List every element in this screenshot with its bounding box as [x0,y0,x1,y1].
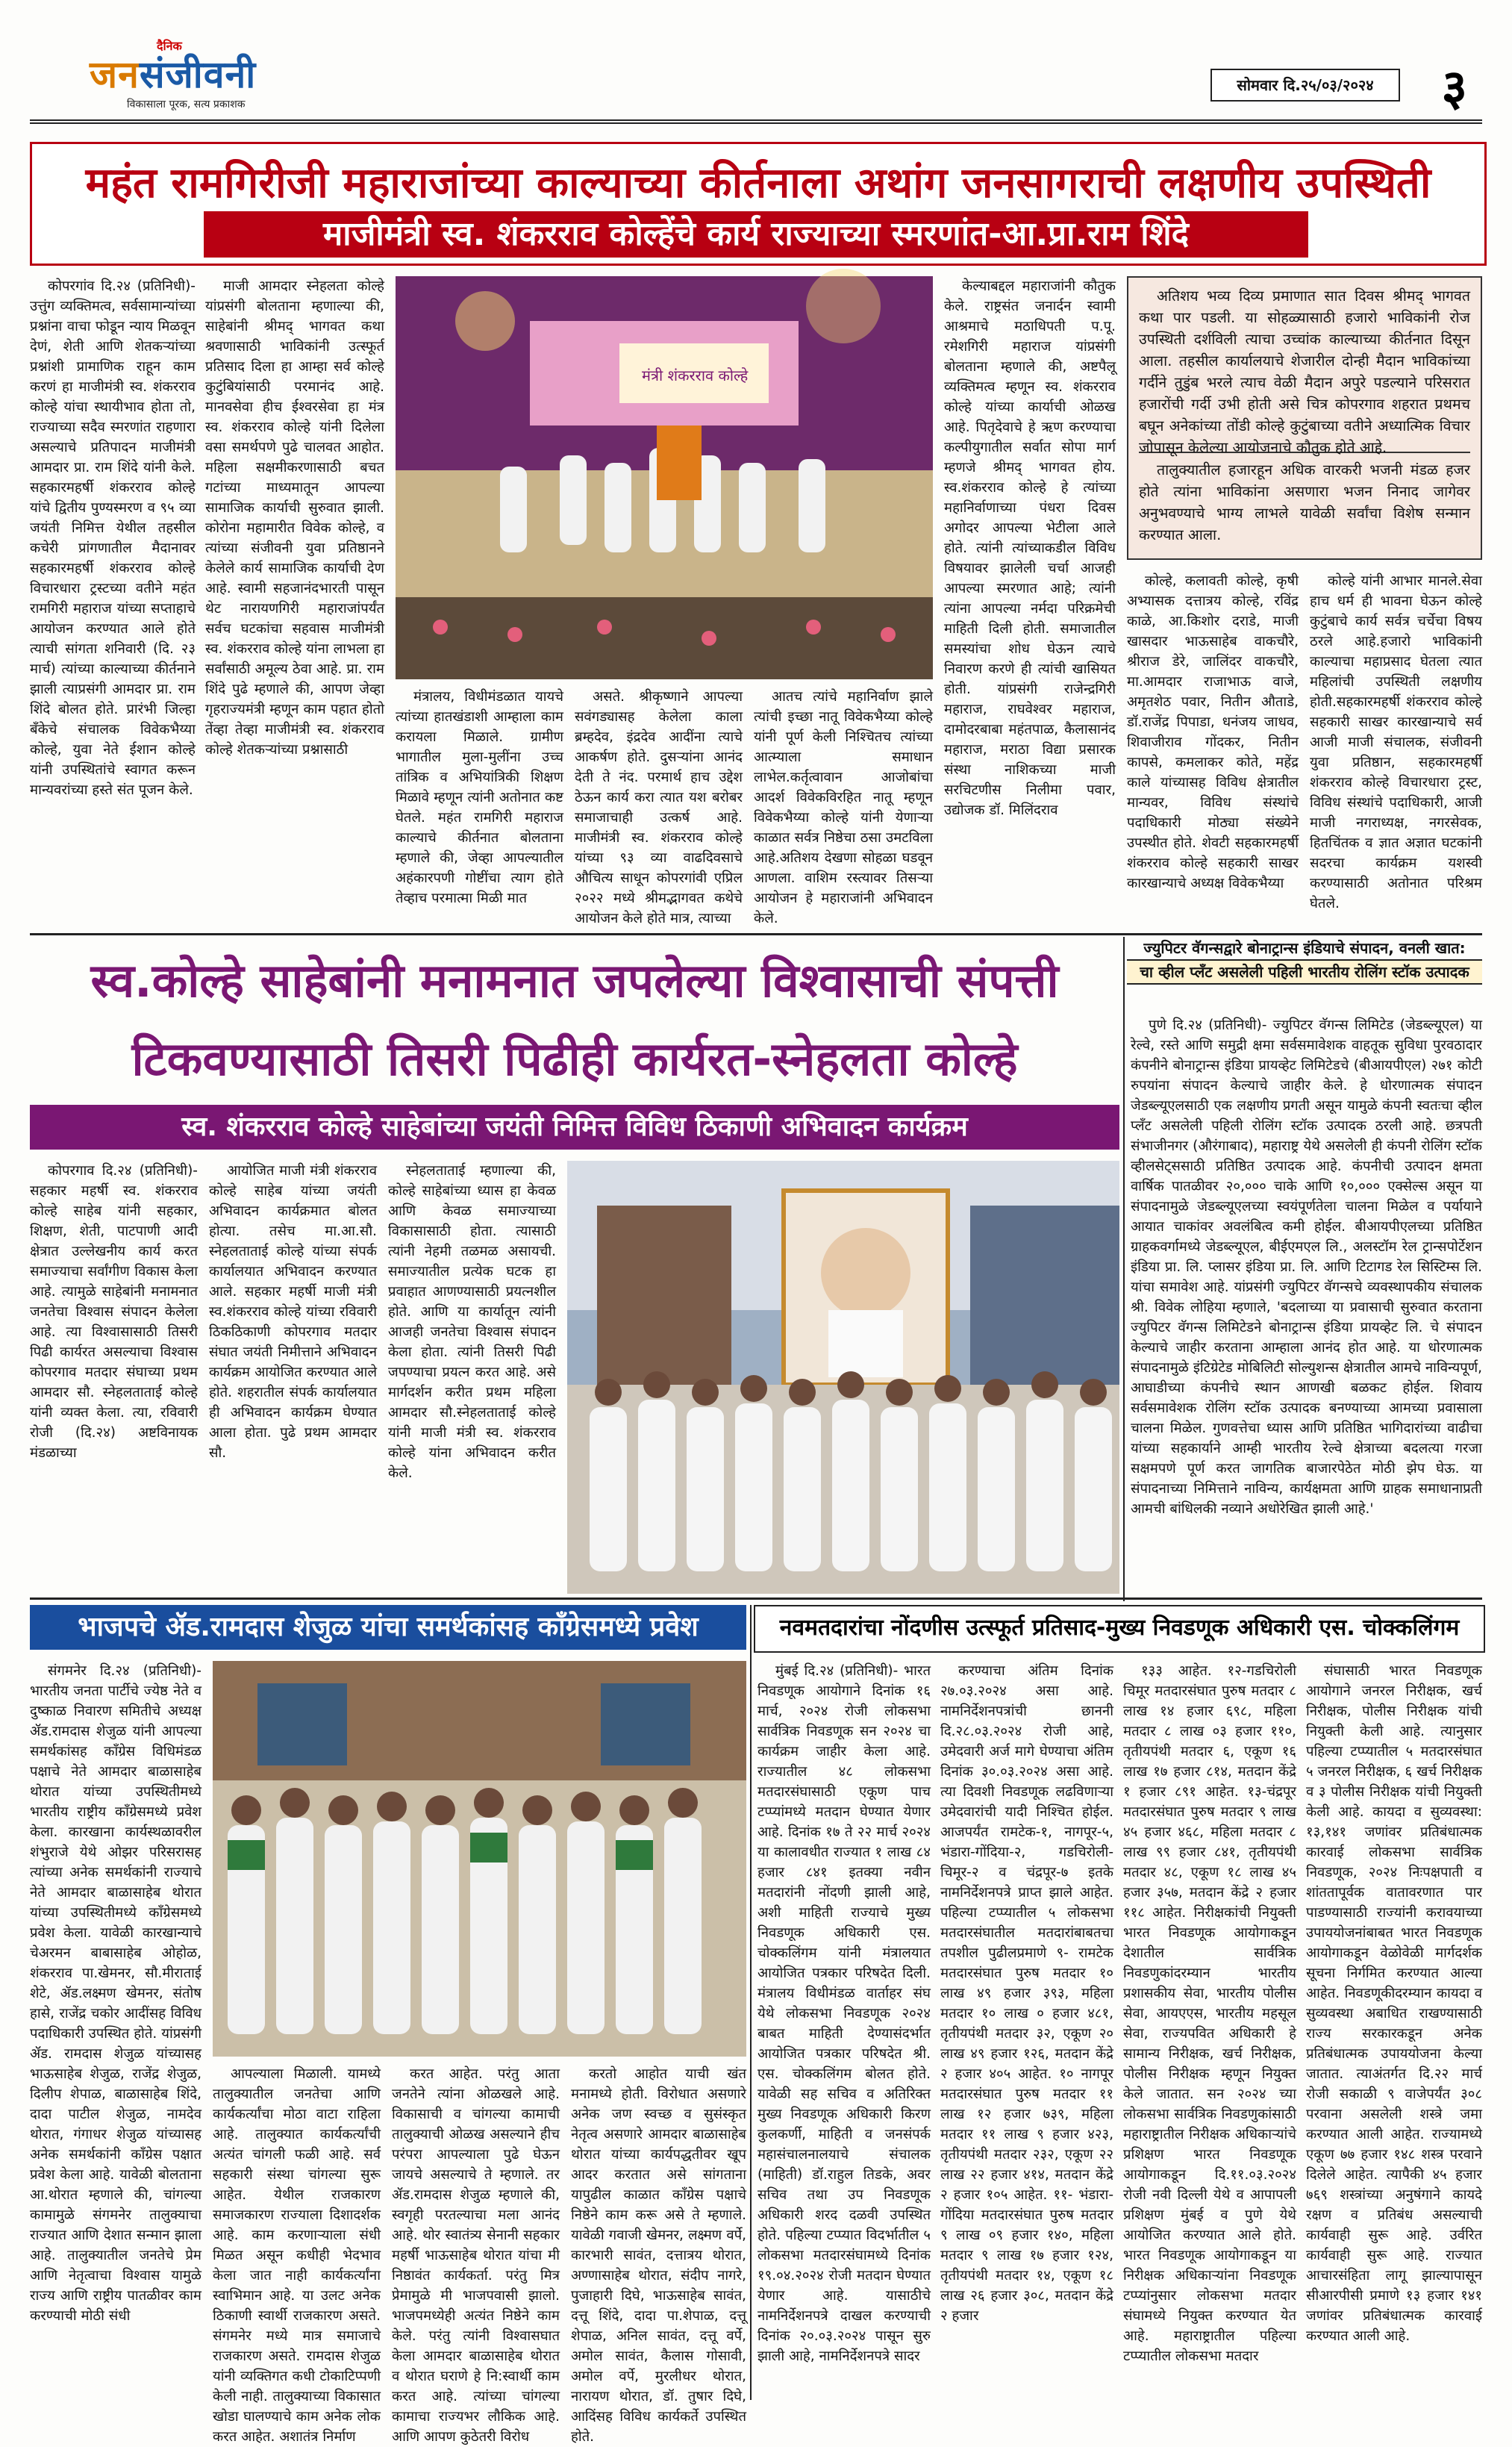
story4-column-3 [1123,1661,1296,2400]
story1-headline: महंत रामगिरीजी महाराजांच्या काल्याच्या कीर्तनाला अथांग जनसागराची लक्षणीय उपस्थिती [85,159,1431,208]
story3-column-1 [30,1661,202,2400]
story3-col3-text: करत आहेत. परंतु आता जनतेने त्यांना ओळखले आहे. विकासाची व चांगल्या कामाची तालुक्याची ओळख असल्याने हीच परंपरा आपल्याला पुढे घेऊन जायचे असल्याचे ते म्हणाले. तर ॲड.रामदास शेजुळ म्हणाले की, स्वगृही परतल्याचा मला आनंद आहे. थोर स्वातंत्र्य सेनानी सहकार महर्षी भाऊसाहेब थोरात यांचा मी निष्ठावंत कार्यकर्ता. परंतु मित्र प्रेमामुळे मी भाजपवासी झालो. भाजपमध्येही अत्यंत निष्ठेने काम केले. परंतु त्यांनी विश्वासघात केला आमदार बाळासाहेब थोरात व थोरात घराणे हे नि:स्वार्थी काम करत आहे. त्यांच्या चांगल्या कामाचा राज्यभर लौकिक आहे. आणि आपण कुठेतरी विरोध [392,2066,560,2445]
story2-headline-line2: टिकवण्यासाठी तिसरी पिढीही कार्यरत-स्नेहलता कोल्हे [131,1032,1018,1086]
logo-daily-label: दैनिक [157,39,182,53]
story1-highlight-box [1127,276,1482,560]
section-divider-1 [30,933,1482,935]
jupiter-wagons-headline [1127,937,1482,1011]
story3-column-2 [213,2064,381,2445]
highlight-text-1 [1139,285,1470,456]
story1-column-3 [396,687,563,926]
masthead [30,30,1482,124]
kirtan-stage-photo-art [396,276,933,679]
story2-column-1 [30,1161,198,1594]
story1-subheadline: माजीमंत्री स्व. शंकरराव कोल्हेंचे कार्य राज्याच्या स्मरणांत-आ.प्रा.राम शिंदे [204,211,1308,258]
jupiter-wagons-article [1131,1015,1482,1594]
story4-column-4 [1306,1661,1482,2400]
story1-headline-box [30,142,1487,266]
tribute-event-photo-art [567,1161,1119,1594]
logo-part1: जन [90,53,140,96]
story1-col6-text: केल्याबद्दल महाराजांनी कौतुक केले. राष्ट्रसंत जनार्दन स्वामी आश्रमाचे मठाधिपती प.पू. रमेशगिरी महाराज यांप्रसंगी बोलताना म्हणाले की, अष्टपैलू व्यक्तिमत्व म्हणून स्व. शंकरराव कोल्हे यांच्या कार्याची ओळख आहे. पितृदेवाचे हे ऋण करण्याचा कल्पीयुगातील सर्वात सोपा मार्ग म्हणजे श्रीमद् भागवत होय. स्व.शंकरराव कोल्हे हे त्यांच्या महानिर्वाणाच्या पंधरा दिवस अगोदर आपल्या भेटीला आले होते. त्यांनी त्यांच्याकडील विविध विषयावर झालेली चर्चा आजही आपल्या स्मरणात आहे; त्यांनी त्यांना आपल्या नर्मदा परिक्रमेची माहिती दिली होती. समाजातील समस्यांचा शोध घेऊन त्याचे निवारण करणे ही त्यांची खासियत होती. यांप्रसंगी राजेन्द्रगिरी महाराज, राघवेश्वर महाराज, दामोदरबाबा महंतपाळ, कैलासानंद महाराज, मराठा विद्या प्रसारक संस्था नाशिकच्या माजी सरचिटणीस निलीमा पवार, उद्योजक डॉ. मिलिंदराव [944,278,1116,818]
story3-column-3 [392,2064,560,2445]
story3-col4-text: करतो आहोत याची खंत मनामध्ये होती. विरोधात असणारे अनेक जण स्वच्छ व सुसंस्कृत नेतृत्व असणारे आमदार बाळासाहेब थोरात यांच्या कार्यपद्धतीवर खूप आदर करतात असे सांगताना यापुढील काळात काँग्रेस पक्षाचे निष्ठेने काम करू असे ते म्हणाले. यावेळी गवाजी खेमनर, लक्ष्मण वर्पे, कारभारी सावंत, दत्तात्रय थोरात, अण्णासाहेब थोरात, संदीप नागरे, पुजाहारी दिघे, भाऊसाहेब सावंत, दत्तू शिंदे, दादा पा.शेपाळ, दत्तू शेपाळ, अनिल सावंत, दत्तू वर्पे, अमोल सावंत, कैलास गोसावी, अमोल वर्पे, मुरलीधर थोरात, नारायण थोरात, डॉ. तुषार दिघे, आदिंसह विविध कार्यकर्ते उपस्थित होते. [571,2066,746,2445]
jupiter-headline-line1: ज्युपिटर वॅगन्सद्वारे बोनाट्रान्स इंडियाचे संपादन, वनली खात: [1143,939,1466,957]
story2-subheadline: स्व. शंकरराव कोल्हे साहेबांच्या जयंती निमित्त विविध ठिकाणी अभिवादन कार्यक्रम [30,1105,1119,1150]
story1-col8-text: कोल्हे यांनी आभार मानले.सेवा हाच धर्म ही भावना घेऊन कोल्हे कुटुंबाचे कार्य सर्वत्र चर्चेचा विषय ठरले आहे.हजारो भाविकांनी काल्याचा महाप्रसाद घेतला त्यात महिलांची उपस्थिती लक्षणीय होती.सहकारमहर्षी शंकरराव कोल्हे सहकारी साखर कारखान्याचे सर्व आजी माजी संचालक, संजीवनी युवा प्रतिष्ठान, सहकारमहर्षी शंकरराव कोल्हे विचारधारा ट्रस्ट, विविध संस्थांचे पदाधिकारी, आजी माजी नगराध्यक्ष, नगरसेवक, हितचिंतक व ज्ञात अज्ञात घटकांनी सदरचा कार्यक्रम यशस्वी करण्यासाठी अतोनात परिश्रम घेतले. [1310,573,1482,911]
story1-col7-text: कोल्हे, कलावती कोल्हे, कृषी अभ्यासक दत्तात्रय कोल्हे, रविंद्र काळे, आ.किशोर दराडे, माजी खासदार भाऊसाहेब वाकचौरे, श्रीराज डेरे, जालिंदर वाकचौरे, मा.आमदार राजाभाऊ वाजे, अमृतशेठ पवार, नितीन औताडे, डॉ.राजेंद्र पिपाडा, धनंजय जाधव, शिवाजीराव गोंदकर, नितीन कापसे, कमलाकर कोते, महेंद्र काले यांच्यासह विविध क्षेत्रातील मान्यवर, विविध संस्थांचे पदाधिकारी मोठ्या संख्येने उपस्थीत होते. शेवटी सहकारमहर्षी शंकरराव कोल्हे सहकारी साखर कारखान्याचे अध्यक्ष विवेकभैय्या [1127,573,1299,891]
highlight-text-2-p: तालुक्यातील हजारहून अधिक वारकरी भजनी मंडळ हजर होते त्यांना भाविकांना असणारा भजन निनाद जागेवर अनुभवण्याचे भाग्य लाभले यावेळी सर्वांचा विशेष सन्मान करण्यात आला. [1139,461,1470,543]
jupiter-headline-line2: चा व्हील प्लॅंट असलेली पहिली भारतीय रोलिंग स्टॉक उत्पादक [1127,959,1482,985]
story1-col3-text: मंत्रालय, विधीमंडळात यायचे त्यांच्या हातखंडाशी आम्हाला काम करायला मिळाले. ग्रामीण भागातील मुला-मुलींना उच्च तांत्रिक व अभियांत्रिकी शिक्षण मिळावे म्हणून त्यांनी अतोनात कष्ट घेतले. महंत रामगिरी महाराज काल्याचे कीर्तनात बोलताना म्हणाले की, जेव्हा आपल्यातील अहंकारपणी गोष्टींचा त्याग होते तेव्हाच परमात्मा मिळी मात [396,689,563,906]
newspaper-logo[interactable] [45,37,291,112]
story2-column-3 [388,1161,556,1594]
congress-entry-photo [213,1661,746,2057]
story2-col2-text: आयोजित माजी मंत्री शंकरराव कोल्हे साहेब यांच्या जयंती अभिवादन कार्यक्रमात बोलत होत्या. तसेच मा.आ.सौ. स्नेहलताताई कोल्हे यांच्या संपर्क कार्यालयात अभिवादन करण्यात आले. सहकार महर्षी माजी मंत्री स्व.शंकरराव कोल्हे यांच्या रविवारी ठिकठिकाणी कोपरगाव मतदार संघात जयंती निमीत्ताने अभिवादन कार्यक्रम आयोजित करण्यात आले होते. शहरातील संपर्क कार्यालयात ही अभिवादन कार्यक्रम घेण्यात आला होता. पुढे प्रथम आमदार सौ. [209,1163,377,1461]
story2-col1-text: कोपरगाव दि.२४ (प्रतिनिधी)- सहकार महर्षी स्व. शंकरराव कोल्हे साहेब यांनी सहकार, शिक्षण, शेती, पाटपाणी आदी क्षेत्रात उल्लेखनीय कार्य करत समाज्याचा सर्वांगीण विकास केला आहे. त्यामुळे साहेबांनी मनामनात जनतेचा विश्वास संपादन केलेला आहे. त्या विश्वासासाठी तिसरी पिढी कार्यरत असल्याचा विश्वास कोपरगाव मतदार संघाच्या प्रथम आमदार सौ. स्नेहलताताई कोल्हे यांनी व्यक्त केला. त्या, रविवारी रोजी (दि.२४) अष्टविनायक मंडळाच्या [30,1163,198,1461]
story4-col3-text: १३३ आहेत. १२-गडचिरोली चिमूर मतदारसंघात पुरुष मतदार ८ लाख १४ हजार ६९८, महिला मतदार ८ लाख ०३ हजार ११०, तृतीयपंथी मतदार ६, एकूण १६ लाख १७ हजार ८१४, मतदान केंद्रे १ हजार ८९१ आहेत. १३-चंद्रपूर मतदारसंघात पुरुष मतदार ९ लाख ४५ हजार ४६८, महिला मतदार ८ लाख ९९ हजार ८४१, तृतीयपंथी मतदार ४८, एकूण १८ लाख ४५ हजार ३५७, मतदान केंद्रे २ हजार ११८ आहेत. निरीक्षकांची नियुक्ती भारत निवडणूक आयोगाकडून देशातील सार्वत्रिक निवडणुकांदरम्यान भारतीय प्रशासकीय सेवा, भारतीय पोलीस सेवा, आयएएस, भारतीय महसूल सेवा, राज्यपवित अधिकारी हे सामान्य निरीक्षक, खर्च निरीक्षक, पोलीस निरीक्षक म्हणून नियुक्त केले जातात. सन २०२४ च्या लोकसभा सार्वत्रिक निवडणुकांसाठी महाराष्ट्रातील निरीक्षक अधिकाऱ्यांचे प्रशिक्षण भारत निवडणूक आयोगाकडून दि.११.०३.२०२४ रोजी नवी दिल्ली येथे व आपापली प्रशिक्षण मुंबई व पुणे येथे आयोजित करण्यात आले होते. भारत निवडणूक आयोगाकडून या निरीक्षक अधिकाऱ्यांना निवडणूक टप्प्यांनुसार लोकसभा मतदार संघामध्ये नियुक्त करण्यात येत आहे. महाराष्ट्रातील पहिल्या टप्प्यातील लोकसभा मतदार [1123,1663,1296,2364]
section-divider-2 [30,1597,1482,1600]
page-number: ३ [1441,59,1467,116]
story1-col5-text: आतच त्यांचे महानिर्वाण झाले त्यांची इच्छा नातू विवेकभैय्या कोल्हे यांनी पूर्ण केली निश्चितच त्यांच्या आत्म्याला समाधान लाभेल.कर्तृत्वावान आजोबांचा आदर्श विवेकविरहित नातू म्हणून विवेकभैय्या कोल्हे यांनी येणाऱ्या काळात सर्वत्र निष्ठेचा ठसा उमटविला आहे.अतिशय देखणा सोहळा घडवून आणला. वाशिम रस्त्यावर तिसऱ्या आयोजन हे महाराजांनी अभिवादन केले. [754,689,933,926]
congress-entry-photo-art [213,1661,746,2057]
story1-column-6 [944,276,1116,926]
story4-column-2 [940,1661,1113,2400]
story3-headline: भाजपचे ॲड.रामदास शेजुळ यांचा समर्थकांसह काँग्रेसमध्ये प्रवेश [30,1605,746,1650]
story-separator-vertical-2 [750,1605,752,2400]
story1-column-2 [205,276,384,926]
story4-col2-text: करण्याचा अंतिम दिनांक २७.०३.२०२४ असा आहे. नामनिर्देशनपत्रांची छाननी दि.२८.०३.२०२४ रोजी आहे, उमेदवारी अर्ज मागे घेण्याचा अंतिम दिनांक ३०.०३.२०२४ असा आहे. त्या दिवशी निवडणूक लढविणाऱ्या उमेदवारांची यादी निश्चित होईल. आजपर्यंत रामटेक-१, नागपूर-५, भंडारा-गोंदिया-२, गडचिरोली-चिमूर-२ व चंद्रपूर-७ इतके नामनिर्देशनपत्रे प्राप्त झाले आहेत. पहिल्या टप्प्यातील ५ लोकसभा मतदारसंघातील मतदारांबाबतचा तपशील पुढीलप्रमाणे ९- रामटेक मतदारसंघात पुरुष मतदार १० लाख ४९ हजार ३९३, महिला मतदार १० लाख ० हजार ४८१, तृतीयपंथी मतदार ३२, एकूण २० लाख ४९ हजार १२६, मतदान केंद्रे २ हजार ४०५ आहेत. १० नागपूर मतदारसंघात पुरुष मतदार ११ लाख १२ हजार ७३९, महिला मतदार ११ लाख ९ हजार ४२३, तृतीयपंथी मतदार २३२, एकूण २२ लाख २२ हजार ४१४, मतदान केंद्रे २ हजार १०५ आहेत. ११- भंडारा-गोंदिया मतदारसंघात पुरुष मतदार ९ लाख ०९ हजार १४०, महिला मतदार ९ लाख १७ हजार १२४, तृतीयपंथी मतदार १४, एकूण १८ लाख २६ हजार ३०८, मतदान केंद्रे २ हजार [940,1663,1113,2324]
story4-col1-text: मुंबई दि.२४ (प्रतिनिधी)- भारत निवडणूक आयोगाने दिनांक १६ मार्च, २०२४ रोजी लोकसभा सार्वत्रिक निवडणूक सन २०२४ चा कार्यक्रम जाहीर केला आहे. राज्यातील ४८ लोकसभा मतदारसंघासाठी एकूण पाच टप्प्यांमध्ये मतदान घेण्यात येणार आहे. दिनांक १७ ते २२ मार्च २०२४ या कालावधीत राज्यात १ लाख ८४ हजार ८४१ इतक्या नवीन मतदारांनी नोंदणी झाली आहे, अशी माहिती राज्याचे मुख्य निवडणूक अधिकारी एस. चोक्कलिंगम यांनी मंत्रालयात आयोजित पत्रकार परिषदेत दिली. मंत्रालय विधीमंडळ वार्ताहर संघ येथे लोकसभा निवडणूक २०२४ बाबत माहिती देण्यासंदर्भात आयोजित पत्रकार परिषदेत श्री. एस. चोक्कलिंगम बोलत होते. यावेळी सह सचिव व अतिरिक्त मुख्य निवडणूक अधिकारी किरण कुलकर्णी, माहिती व जनसंपर्क महासंचालनालयाचे संचालक (माहिती) डॉ.राहुल तिडके, अवर सचिव तथा उप निवडणूक अधिकारी शरद दळवी उपस्थित होते. पहिल्या टप्प्यात विदर्भातील ५ लोकसभा मतदारसंघामध्ये दिनांक १९.०४.२०२४ रोजी मतदान घेण्यात येणार आहे. यासाठीचे नामनिर्देशनपत्रे दाखल करण्याची दिनांक २०.०३.२०२४ पासून सुरु झाली आहे, नामनिर्देशनपत्रे सादर [757,1663,931,2364]
story-separator-vertical [1123,937,1125,1601]
story1-column-4 [575,687,743,926]
logo-tagline: विकासाला पूरक, सत्य प्रकाशक [127,99,246,110]
story4-col4-text: संघासाठी भारत निवडणूक आयोगाने जनरल निरीक्षक, खर्च निरीक्षक, पोलीस निरीक्षक यांची नियुक्ती केली आहे. त्यानुसार पहिल्या टप्प्यातील ५ मतदारसंघात ५ जनरल निरीक्षक, ६ खर्च निरीक्षक व ३ पोलीस निरीक्षक यांची नियुक्ती केली आहे. कायदा व सुव्यवस्था: १३,१४१ जणांवर प्रतिबंधात्मक कारवाई लोकसभा सार्वत्रिक निवडणूक, २०२४ निःपक्षपाती व शांततापूर्वक वातावरणात पार पाडण्यासाठी राज्यांनी करावयाच्या उपाययोजनांबाबत भारत निवडणूक आयोगाकडून वेळोवेळी मार्गदर्शक सूचना निर्गमित करण्यात आल्या आहेत. निवडणूकीदरम्यान कायदा व सुव्यवस्था अबाधित राखण्यासाठी राज्य सरकारकडून अनेक प्रतिबंधात्मक उपाययोजना केल्या जातात. त्याअंतर्गत दि.२२ मार्च रोजी सकाळी ९ वाजेपर्यंत ३०८ परवाना असलेली शस्त्रे जमा करण्यात आली आहेत. राज्यामध्ये एकूण ७७ हजार १४८ शस्त्र परवाने दिलेले आहेत. त्यापैकी ४५ हजार ७६९ शस्त्रांच्या अनुषंगाने कायदे रक्षण व प्रतिबंध असल्याची कार्यवाही सुरू आहे. उर्वरित कार्यवाही सुरू आहे. राज्यात आचारसंहिता लागू झाल्यापासून सीआरपीसी प्रमाणे १३ हजार १४१ जणांवर प्रतिबंधात्मक कारवाई करण्यात आली आहे. [1306,1663,1482,2344]
story2-headline-line1: स्व.कोल्हे साहेबांनी मनामनात जपलेल्या विश्वासाची संपत्ती [90,953,1059,1008]
story3-col2-text: आपल्याला मिळाली. यामध्ये तालुक्यातील जनतेचा आणि कार्यकर्त्यांचा मोठा वाटा राहिला आहे. तालुक्यात कार्यकर्त्यांची अत्यंत चांगली फळी आहे. सर्व सहकारी संस्था चांगल्या सुरू आहेत. येथील राजकारण समाजकारण राज्याला दिशादर्शक आहे. काम करणाऱ्याला संधी मिळत असून कधीही भेदभाव केला जात नाही कार्यकर्त्यांना स्वाभिमान आहे. या उलट अनेक ठिकाणी स्वार्थी राजकारण असते. संगमनेर मध्ये मात्र समाजाचे राजकारण असते. रामदास शेजुळ यांनी व्यक्तिगत कधी टोकाटिप्पणी केली नाही. तालुक्याच्या विकासात खोडा घालण्याचे काम अनेक लोक करत आहेत. अशातंत्र निर्माण [213,2066,381,2445]
highlight-text-1-p: अतिशय भव्य दिव्य प्रमाणात सात दिवस श्रीमद् भागवत कथा पार पडली. या सोहळ्यासाठी हजारो भाविकांनी रोज उपस्थिती दर्शविली त्याचा उच्चांक काल्याच्या कीर्तनात दिसून आला. तहसील कार्यालयाचे शेजारील दोन्ही मैदान भाविकांच्या गर्दीने तुडुंब भरले त्याच वेळी मैदान अपुरे पडल्याने परिसरात हजारोंची गर्दी उभी होती असे चित्र कोपरगाव शहरात प्रथमच बघून अनेकांच्या तोंडी कोल्हे कुटुंबाच्या वतीने अध्यात्मिक विचार जोपासून केलेल्या आयोजनाचे कौतुक होते आहे. [1139,287,1470,456]
logo-title [90,48,256,99]
story1-col1-text: कोपरगांव दि.२४ (प्रतिनिधी)- उत्तुंग व्यक्तिमत्व, सर्वसामान्यांच्या प्रश्नांना वाचा फोडून न्याय मिळवून देणं, शेती आणि शेतकऱ्यांच्या प्रश्नांशी प्रामाणिक राहून काम करणं हा माजीमंत्री स्व. शंकरराव कोल्हे यांचा स्थायीभाव होता तो, राज्याच्या सदैव स्मरणांत राहणारा असल्याचे प्रतिपादन माजीमंत्री आमदार प्रा. राम शिंदे यांनी केले. सहकारमहर्षी शंकरराव कोल्हे यांचे द्वितीय पुण्यस्मरण व ९५ व्या जयंती निमित्त येथील तहसील कचेरी प्रांगणातील मैदानावर सहकारमहर्षी शंकरराव कोल्हे विचारधारा ट्रस्टच्या वतीने महंत रामगिरी महाराज यांच्या सप्ताहाचे आयोजन करण्यात आले होते त्याची सांगता शनिवारी (दि. २३ मार्च) त्यांच्या काल्याच्या कीर्तनाने झाली त्याप्रसंगी आमदार प्रा. राम शिंदे बोलत होते. प्रारंभी जिल्हा बँकेचे संचालक विवेकभैय्या कोल्हे, युवा नेते ईशान कोल्हे यांनी उपस्थितांचे स्वागत करून मान्यवरांच्या हस्ते संत पूजन केले. [30,278,196,798]
story1-col2-text: माजी आमदार स्नेहलता कोल्हे यांप्रसंगी बोलताना म्हणाल्या की, साहेबांनी श्रीमद् भागवत कथा श्रवणासाठी भाविकांनी उत्स्फूर्त प्रतिसाद दिला हा आम्हा सर्व कोल्हे कुटुंबियांसाठी परमानंद आहे. मानवसेवा हीच ईश्वरसेवा हा मंत्र स्व. शंकरराव कोल्हे यांनी दिलेला वसा समर्थपणे पुढे चालवत आहोत. महिला सक्षमीकरणासाठी बचत गटांच्या माध्यमातून आपल्या सामाजिक कार्याची सुरुवात झाली. कोरोना महामारीत विवेक कोल्हे, व त्यांच्या संजीवनी युवा प्रतिष्ठानने केलेले कार्य सामाजिक कार्याची देण आहे. स्वामी सहजानंदभारती पासून थेट नारायणगिरी महाराजांपर्यंत सर्वच घटकांचा सहवास माजीमंत्री स्व. शंकरराव कोल्हे यांना लाभला हा सर्वांसाठी अमूल्य ठेवा आहे. प्रा. राम शिंदे पुढे म्हणाले की, आपण जेव्हा गृहराज्यमंत्री म्हणून काम पहात होतो तेंव्हा तेव्हा माजीमंत्री स्व. शंकरराव कोल्हे शेतकऱ्यांच्या प्रश्नासाठी [205,278,384,758]
tribute-event-photo [567,1161,1119,1594]
kirtan-stage-photo [396,276,933,679]
story2-col3-text: स्नेहलताताई म्हणाल्या की, कोल्हे साहेबांच्या ध्यास हा केवळ आणि केवळ समाज्याच्या विकासासाठी होता. त्यासाठी त्यांनी नेहमी तळमळ असायची. समाज्यातील प्रत्येक घटक हा प्रवाहात आणण्यासाठी प्रयत्नशील होते. आणि या कार्यातून त्यांनी आजही जनतेचा विश्वास संपादन केला होता. त्यांनी तिसरी पिढी जपण्याचा प्रयत्न करत आहे. असे मार्गदर्शन करीत प्रथम महिला आमदार सौ.स्नेहलताताई कोल्हे यांनी माजी मंत्री स्व. शंकरराव कोल्हे यांना अभिवादन करीत केले. [388,1163,556,1481]
issue-date: सोमवार दि.२५/०३/२०२४ [1210,69,1400,102]
story1-col4-text: असते. श्रीकृष्णाने आपल्या सवंगड्यासह केलेला काला ब्रम्हदेव, इंद्रदेव आदींना त्याचे आकर्षण होते. दुसऱ्यांना आनंद देती ते नंद. परमार्थ हाच उद्देश ठेऊन कार्य करा त्यात यश बरोबर समाजाचाही उत्कर्ष आहे. माजीमंत्री स्व. शंकरराव कोल्हे यांच्या ९३ व्या वाढदिवसाचे औचित्य साधून कोपरगांवी एप्रिल २०२२ मध्ये श्रीमद्भागवत कथेचे आयोजन केले होते मात्र, त्याच्या [575,689,743,926]
story3-column-4 [571,2064,746,2445]
story1-column-8 [1310,571,1482,926]
story4-headline: नवमतदारांचा नोंदणीस उत्स्फूर्त प्रतिसाद-मुख्य निवडणूक अधिकारी एस. चोक्कलिंगम [754,1605,1485,1653]
story1-column-1 [30,276,196,926]
story4-column-1 [757,1661,931,2400]
story2-column-2 [209,1161,377,1594]
logo-part2: संजीवनी [139,53,257,96]
story3-col1-text: संगमनेर दि.२४ (प्रतिनिधी)- भारतीय जनता पार्टीचे ज्येष्ठ नेते व दुष्काळ निवारण समितीचे अध्यक्ष ॲड.रामदास शेजुळ यांनी आपल्या समर्थकांसह काँग्रेस विधिमंडळ पक्षाचे नेते आमदार बाळासाहेब थोरात यांच्या उपस्थितीमध्ये भारतीय राष्ट्रीय काँग्रेसमध्ये प्रवेश केला. कारखाना कार्यस्थळावरील शंभुराजे येथे ओझर परिसरासह त्यांच्या अनेक समर्थकांनी राज्याचे नेते आमदार बाळासाहेब थोरात यांच्या उपस्थितीमध्ये काँग्रेसमध्ये प्रवेश केला. यावेळी कारखान्याचे चेअरमन बाबासाहेब ओहोळ, शंकरराव पा.खेमनर, सौ.मीराताई शेटे, ॲड.लक्ष्मण खेमनर, संतोष हासे, राजेंद्र चकोर आदींसह विविध पदाधिकारी उपस्थित होते. यांप्रसंगी ॲड. रामदास शेजुळ यांच्यासह भाऊसाहेब शेजुळ, राजेंद्र शेजुळ, दिलीप शेपाळ, बाळासाहेब शिंदे, दादा पाटील शेजुळ, नामदेव थोरात, गंगाधर शेजुळ यांच्यासह अनेक समर्थकांनी काँग्रेस पक्षात प्रवेश केला आहे. यावेळी बोलताना आ.थोरात म्हणाले की, चांगल्या कामामुळे संगमनेर तालुक्याचा राज्यात आणि देशात सन्मान झाला आहे. तालुक्यातील जनतेचे प्रेम आणि नेतृत्वाचा विश्वास यामुळे राज्य आणि राष्ट्रीय पातळीवर काम करण्याची मोठी संधी [30,1663,202,2324]
photo-stage-banner: मंत्री शंकरराव कोल्हे [642,367,749,384]
highlight-text-2 [1139,459,1470,541]
jupiter-article-text: पुणे दि.२४ (प्रतिनिधी)- ज्युपिटर वॅगन्स लिमिटेड (जेडब्ल्यूएल) या रेल्वे, रस्ते आणि समुद्री क्षमा सर्वसमावेशक वाहतूक सुविधा पुरवठादार कंपनीने बोनाट्रान्स इंडिया प्रायव्हेट लिमिटेडचे (बीआयपीएल) २७१ कोटी रुपयांना संपादन केल्याचे जाहीर केले. हे धोरणात्मक संपादन जेडब्ल्यूएलसाठी एक लक्षणीय प्रगती असून यामुळे कंपनी स्वतःचा व्हील प्लँट असलेली पहिली रोलिंग स्टॉक उत्पादक ठरली आहे. छत्रपती संभाजीनगर (औरंगाबाद), महाराष्ट्र येथे असलेली ही कंपनी रोलिंग स्टॉक व्हीलसेट्ससाठी प्रतिष्ठित उत्पादक आहे. कंपनीची उत्पादन क्षमता वार्षिक पातळीवर २०,००० चाके आणि १०,००० एक्सेल्स असून या संपादनामुळे जेडब्ल्यूएलच्या स्वयंपूर्णतेला चालना मिळेल व पर्यायाने आयात चाकांवर अवलंबित्व कमी होईल. बीआयपीएलच्या प्रतिष्ठित ग्राहकवर्गामध्ये जेडब्ल्यूएल, बीईएमएल लि., अलस्टॉम रेल ट्रान्सपोर्टेशन इंडिया प्रा. लि. प्लासर इंडिया प्रा. लि. आणि टिटागड रेल सिस्टिम्स लि. यांचा समावेश आहे. यांप्रसंगी ज्युपिटर वॅगन्सचे व्यवस्थापकीय संचालक श्री. विवेक लोहिया म्हणाले, 'बदलाच्या या प्रवासाची सुरुवात करताना ज्युपिटर वॅगन्स लिमिटेडने बोनाट्रान्स इंडिया प्रायव्हेट लि. चे संपादन केल्याचे जाहीर करताना आम्हाला आनंद होत आहे. या धोरणात्मक संपादनामुळे इंटिग्रेटेड मोबिलिटी सोल्युशन्स क्षेत्रातील आमचे नाविन्यपूर्ण, आघाडीच्या कंपनीचे स्थान आणखी बळकट होईल. शिवाय सर्वसमावेशक रोलिंग स्टॉक उत्पादक बनण्याच्या आमच्या प्रवासाला चालना मिळेल. गुणवत्तेचा ध्यास आणि प्रतिष्ठित भागिदारांच्या वाढीचा यांच्या सहकार्याने आम्ही भारतीय रेल्वे क्षेत्राच्या बदलत्या गरजा सक्षमपणे पूर्ण करत जागतिक बाजारपेठेत मोठी झेप घेऊ. या संपादनाच्या निमित्ताने नाविन्य, कार्यक्षमता आणि ग्राहक समाधानाप्रती आमची बांधिलकी नव्याने अधोरेखित झाली आहे.' [1131,1017,1482,1517]
story1-column-5 [754,687,933,926]
story1-column-7 [1127,571,1299,926]
